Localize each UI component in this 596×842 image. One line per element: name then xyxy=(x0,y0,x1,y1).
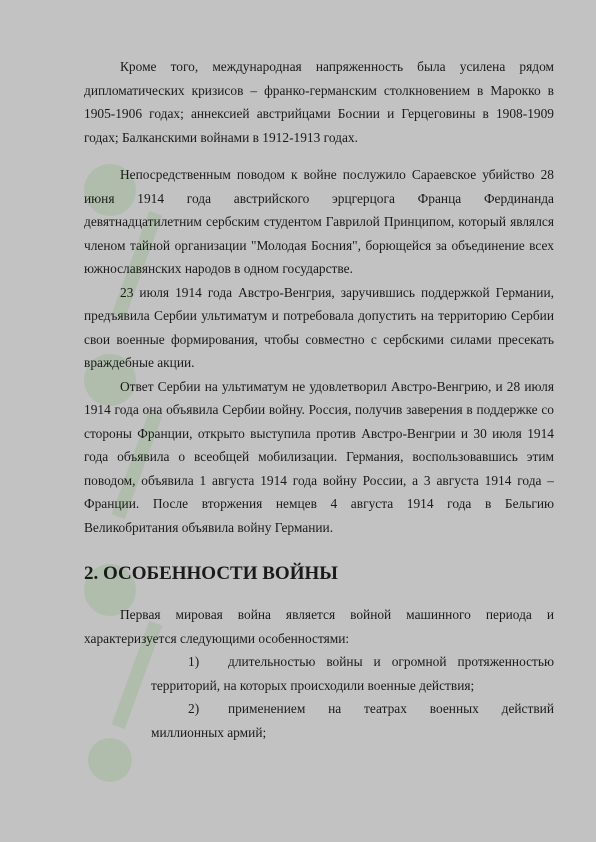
section-intro: Первая мировая война является войной машинного периода и характеризуется следующими особенностями: xyxy=(84,607,554,646)
section-heading: 2. ОСОБЕННОСТИ ВОЙНЫ xyxy=(84,563,338,584)
list-item-continuation: миллионных армий; xyxy=(151,724,267,740)
list-item-number: 1) xyxy=(188,654,200,669)
list-item-continuation: территорий, на которых происходили военные действия; xyxy=(151,677,475,693)
list-item xyxy=(84,697,554,721)
paragraph-sarajevo: Непосредственным поводом к войне послужило Сараевское убийство 28 июня 1914 года австрийского эрцгерцога Франца Фердинанда девятнадцатилетним сербским студентом Гаврилой Принципом, который являлся членом тайной организации "Молодая Босния", борющейся за объединение всех южнославянских народов в одном государстве. xyxy=(84,167,554,276)
paragraph-crises: Кроме того, международная напряженность была усилена рядом дипломатических кризисов – франко-германским столкновением в Марокко в 1905-1906 годах; аннексией австрийцами Боснии и Герцеговины в 1908-1909 годах; Балканскими войнами в 1912-1913 годах. xyxy=(84,59,554,145)
list-item-text: применением на театрах военных действий xyxy=(228,701,554,716)
list-item xyxy=(84,650,554,674)
document-page xyxy=(84,55,554,744)
list-item-number: 2) xyxy=(188,701,200,716)
paragraph-ultimatum: 23 июля 1914 года Австро-Венгрия, заручившись поддержкой Германии, предъявила Сербии ультиматум и потребовала допустить на территорию Сербии свои военные формирования, чтобы совместно с сербскими силами пресекать враждебные акции. xyxy=(84,284,554,370)
list-item-text: длительностью войны и огромной протяженностью xyxy=(228,654,554,669)
paragraph-declarations: Ответ Сербии на ультиматум не удовлетворил Австро-Венгрию, и 28 июля 1914 года она объявила Сербии войну. Россия, получив заверения в поддержке со стороны Франции, открыто выступила против Австро-Венгрии и 30 июля 1914 года объявила о всеобщей мобилизации. Германия, воспользовавшись этим поводом, объявила 1 августа 1914 года войну России, а 3 августа 1914 года – Франции. После вторжения немцев 4 августа 1914 года в Бельгию Великобритания объявила войну Германии. xyxy=(84,378,554,535)
